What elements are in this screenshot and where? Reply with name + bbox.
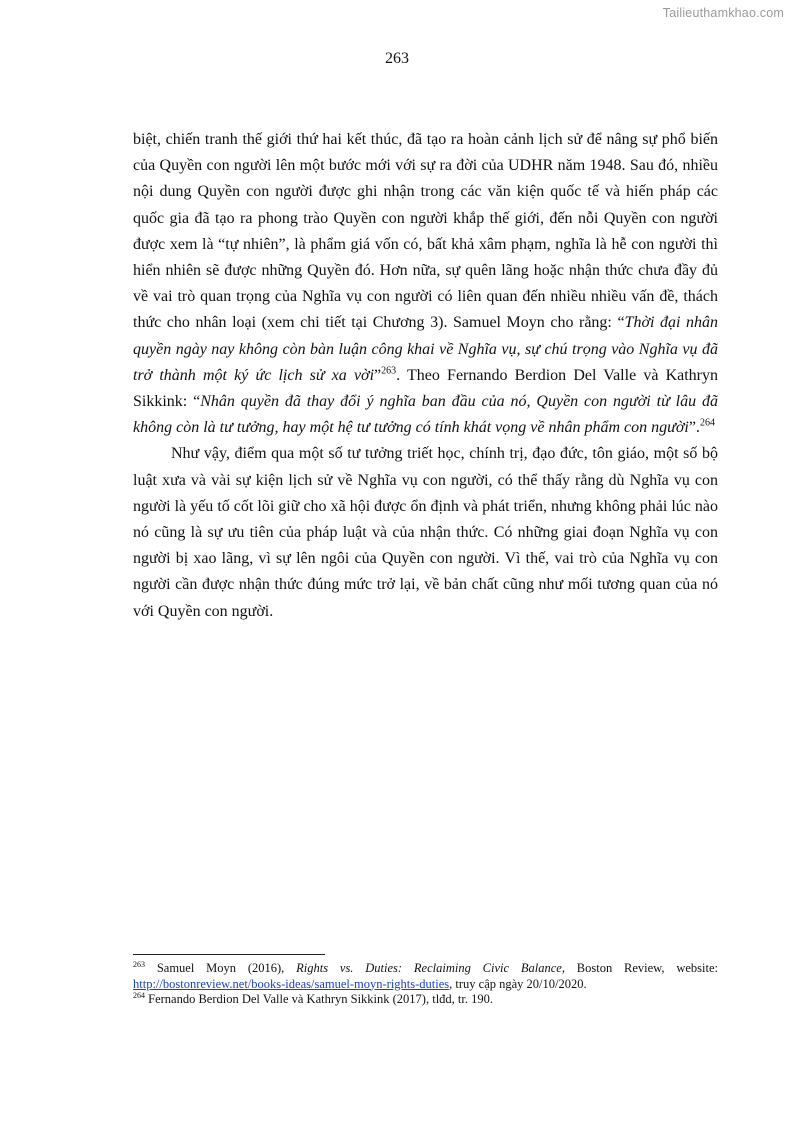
paragraph-1-text-b: ” (374, 366, 382, 384)
quote-sikkink: Nhân quyền đã thay đổi ý nghĩa ban đầu của nó, Quyền con người từ lâu đã không còn là tư tưởng, hay một hệ tư tưởng có tính khát vọng về nhân phẩm con người (133, 393, 718, 437)
paragraph-2: Như vậy, điểm qua một số tư tưởng triết học, chính trị, đạo đức, tôn giáo, một số bộ luật xưa và vài sự kiện lịch sử về Nghĩa vụ con người, có thể thấy rằng dù Nghĩa vụ con người là yếu tố cốt lõi giữ cho xã hội được ổn định và phát triển, nhưng không phải lúc nào nó cũng là sự ưu tiên của pháp luật và của nhận thức. Có những giai đoạn Nghĩa vụ con người bị xao lãng, vì sự lên ngôi của Quyền con người. Vì thế, vai trò của Nghĩa vụ con người cần được nhận thức đúng mức trở lại, về bản chất cũng như mối tương quan của nó với Quyền con người. (133, 445, 718, 620)
footnote-ref-263[interactable]: 263 (381, 365, 397, 377)
footnote-text: Samuel Moyn (2016), (145, 961, 297, 975)
footnote-number: 264 (133, 991, 145, 1001)
paragraph-1-text-a: biệt, chiến tranh thế giới thứ hai kết thúc, đã tạo ra hoàn cảnh lịch sử để nâng sự phổ biến của Quyền con người lên một bước mới với sự ra đời của UDHR năm 1948. Sau đó, nhiều nội dung Quyền con người được ghi nhận trong các văn kiện quốc tế và hiến pháp các quốc gia đã tạo ra phong trào Quyền con người khắp thế giới, đến nỗi Quyền con người được xem là “tự nhiên”, là phẩm giá vốn có, bất khả xâm phạm, nghĩa là hễ con người thì hiển nhiên sẽ được những Quyền đó. Hơn nữa, sự quên lãng hoặc nhận thức chưa đầy đủ về vai trò quan trọng của Nghĩa vụ con người có liên quan đến nhiều nhiều vấn đề, thách thức cho nhân loại (xem chi tiết tại Chương 3). Samuel Moyn cho rằng: “ (133, 131, 718, 332)
footnote-264 (133, 992, 718, 1008)
footnotes (133, 961, 718, 1008)
quote-moyn: Thời đại nhân quyền ngày nay không còn bàn luận công khai về Nghĩa vụ, sự chú trọng vào Nghĩa vụ đã trở thành một ký ức lịch sử xa vời (133, 314, 718, 384)
footnote-divider (133, 954, 325, 955)
paragraph-1-text-d: ”. (688, 419, 700, 437)
footnote-title: Rights vs. Duties: Reclaiming Civic Balance (296, 961, 562, 975)
footnote-link[interactable]: http://bostonreview.net/books-ideas/samuel-moyn-rights-duties (133, 976, 450, 991)
footnote-text: , truy cập ngày 20/10/2020. (449, 976, 587, 991)
footnote-ref-264[interactable]: 264 (699, 417, 715, 429)
footnote-text: , Boston Review, website: (561, 961, 718, 975)
body-text (133, 127, 718, 625)
paragraph-1 (133, 127, 718, 441)
footnote-text: Fernando Berdion Del Valle và Kathryn Sikkink (2017), tlđd, tr. 190. (145, 992, 493, 1007)
paragraph-1-text-c: . Theo Fernando Berdion Del Valle và Kathryn Sikkink: “ (133, 366, 719, 411)
watermark: Tailieuthamkhao.com (662, 6, 784, 20)
page-number: 263 (385, 50, 409, 67)
footnote-263 (133, 961, 718, 992)
footnote-number: 263 (133, 959, 145, 969)
